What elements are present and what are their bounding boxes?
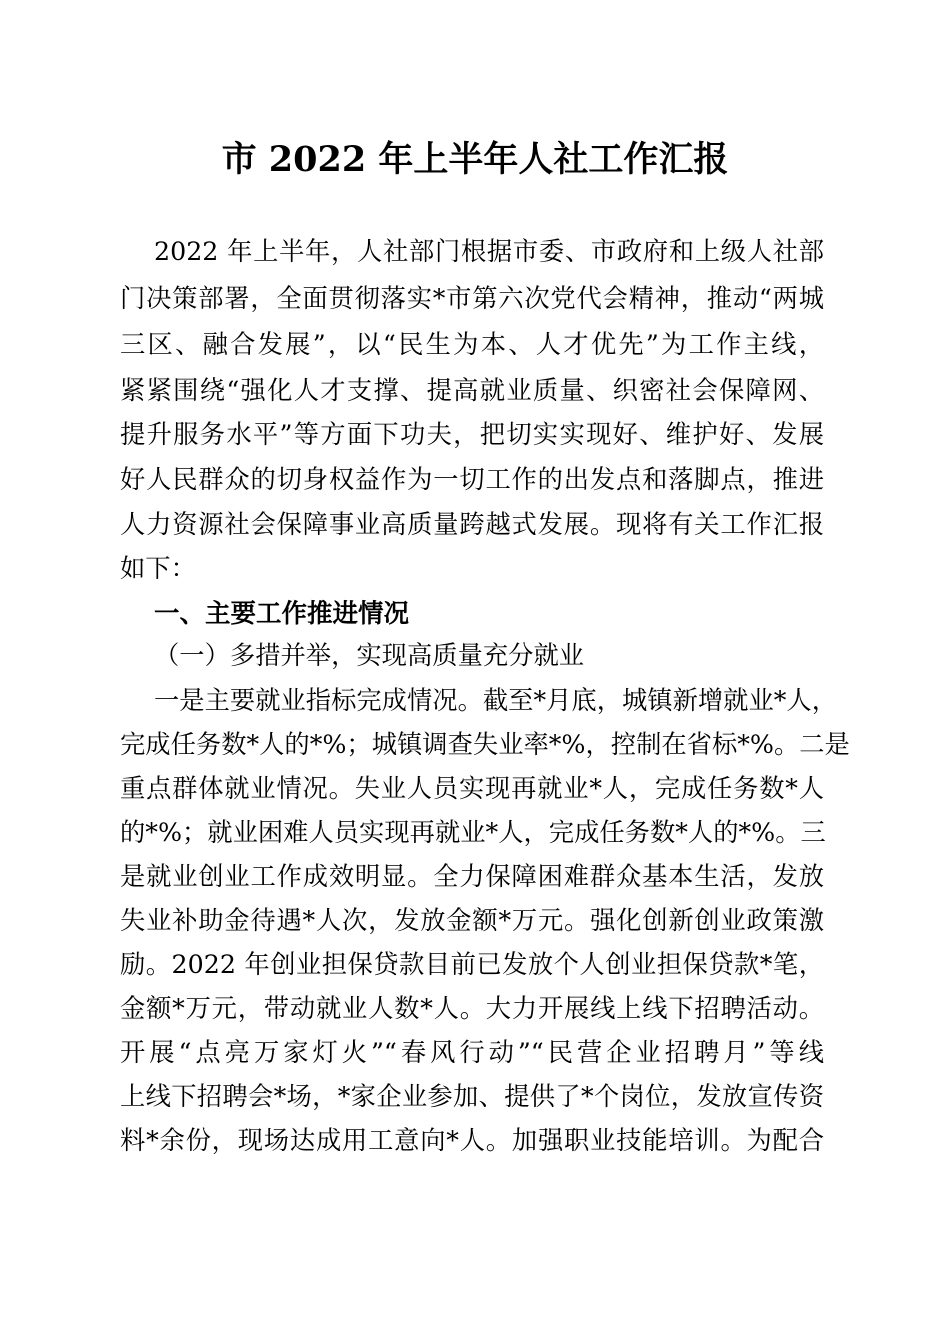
- body-line: 的*%；就业困难人员实现再就业*人，完成任务数*人的*%。三: [120, 818, 826, 847]
- intro-line: 门决策部署，全面贯彻落实*市第六次党代会精神，推动“两城: [120, 284, 824, 313]
- intro-line: 紧紧围绕“强化人才支撑、提高就业质量、织密社会保障网、: [120, 376, 824, 405]
- intro-line: 人力资源社会保障事业高质量跨越式发展。现将有关工作汇报: [120, 510, 824, 539]
- subsection-heading: （一）多措并举，实现高质量充分就业: [154, 641, 585, 670]
- body-line: 励。2022 年创业担保贷款目前已发放个人创业担保贷款*笔，: [120, 950, 824, 979]
- section-heading: 一、主要工作推进情况: [154, 599, 410, 629]
- body-line: 一是主要就业指标完成情况。截至*月底，城镇新增就业*人，: [154, 686, 838, 715]
- body-line: 金额*万元，带动就业人数*人。大力开展线上线下招聘活动。: [120, 994, 824, 1023]
- intro-line: 如下：: [120, 554, 196, 583]
- intro-line: 好人民群众的切身权益作为一切工作的出发点和落脚点，推进: [120, 465, 824, 494]
- body-line: 料*余份，现场达成用工意向*人。加强职业技能培训。为配合: [120, 1126, 824, 1155]
- body-line: 完成任务数*人的*%；城镇调查失业率*%，控制在省标*%。二是: [120, 730, 850, 759]
- body-line: 重点群体就业情况。失业人员实现再就业*人，完成任务数*人: [120, 774, 824, 803]
- intro-line: 三区、融合发展”，以“民生为本、人才优先”为工作主线，: [120, 330, 824, 359]
- body-line: 失业补助金待遇*人次，发放金额*万元。强化创新创业政策激: [120, 906, 824, 935]
- intro-line: 2022 年上半年，人社部门根据市委、市政府和上级人社部: [154, 237, 824, 266]
- body-line: 是就业创业工作成效明显。全力保障困难群众基本生活，发放: [120, 862, 824, 891]
- body-line: 上线下招聘会*场，*家企业参加、提供了*个岗位，发放宣传资: [120, 1082, 824, 1111]
- intro-line: 提升服务水平”等方面下功夫，把切实实现好、维护好、发展: [120, 420, 824, 449]
- document-title: 市 2022 年上半年人社工作汇报: [221, 139, 729, 180]
- body-line: 开展“点亮万家灯火”“春风行动”“民营企业招聘月”等线: [120, 1038, 824, 1067]
